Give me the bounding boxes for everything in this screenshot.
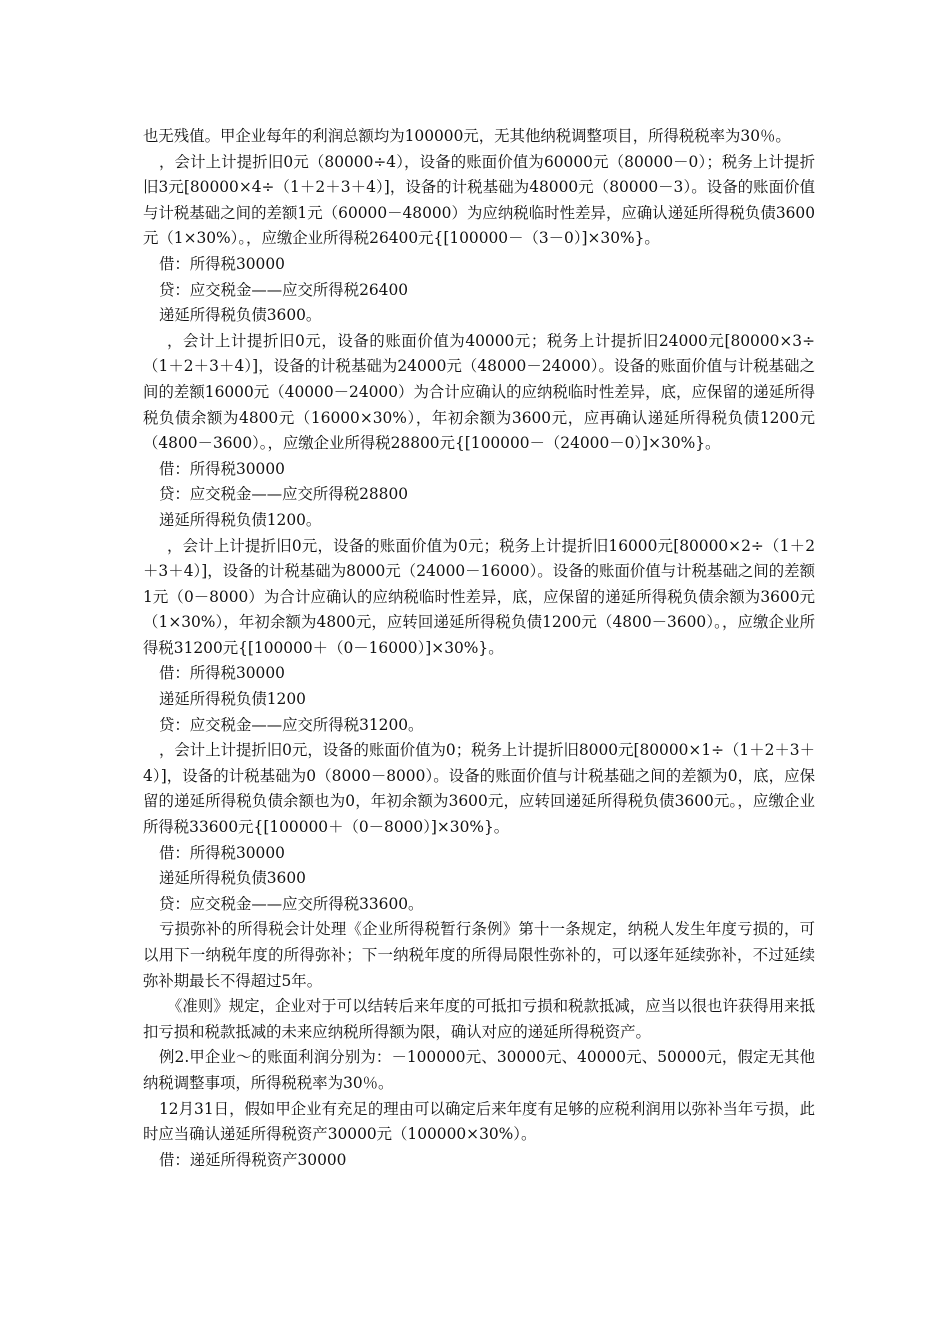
journal-entry-debit: 借：所得税30000 <box>159 843 285 862</box>
journal-entry-debit: 借：所得税30000 <box>159 254 285 273</box>
paragraph: 亏损弥补的所得税会计处理《企业所得税暂行条例》第十一条规定，纳税人发生年度亏损的，可以用下一纳税年度的所得弥补；下一纳税年度的所得局限性弥补的，可以逐年延续弥补，不过延续弥补期最长不得超过5年。 <box>143 920 815 990</box>
journal-entry-debit: 借：所得税30000 <box>159 459 285 478</box>
journal-entry-credit: 贷：应交税金——应交所得税28800 <box>159 485 409 504</box>
journal-entry-line: 递延所得税负债1200 <box>159 690 306 709</box>
paragraph: 也无残值。甲企业每年的利润总额均为100000元，无其他纳税调整项目，所得税税率为30％。 <box>143 127 791 145</box>
journal-entry-line: 递延所得税负债1200。 <box>159 510 322 529</box>
document-page <box>143 124 815 1173</box>
journal-entry-credit: 贷：应交税金——应交所得税33600。 <box>159 894 424 913</box>
journal-entry-line: 递延所得税负债3600 <box>159 869 306 888</box>
journal-entry-credit: 贷：应交税金——应交所得税31200。 <box>159 715 424 734</box>
journal-entry-line: 递延所得税负债3600。 <box>159 306 322 325</box>
paragraph: ，会计上计提折旧0元，设备的账面价值为40000元；税务上计提折旧24000元[80000×3÷（1＋2＋3＋4）]，设备的计税基础为24000元（48000－24000）。设备的账面价值与计税基础之间的差额16000元（40000－24000）为合计应确认的应纳税临时性差异，底，应保留的递延所得税负债余额为4800元（16000×30%），年初余额为3600元，应再确认递延所得税负债1200元（4800－3600）。，应缴企业所得税28800元{[100000－（24000－0）]×30%}。 <box>143 331 815 453</box>
journal-entry-debit: 借：所得税30000 <box>159 664 285 683</box>
paragraph: 《准则》规定，企业对于可以结转后来年度的可抵扣亏损和税款抵减，应当以很也许获得用来抵扣亏损和税款抵减的未来应纳税所得额为限，确认对应的递延所得税资产。 <box>143 997 815 1041</box>
paragraph: ，会计上计提折旧0元（80000÷4），设备的账面价值为60000元（80000－0）；税务上计提折旧3元[80000×4÷（1＋2＋3＋4）]，设备的计税基础为48000元（80000－3）。设备的账面价值与计税基础之间的差额1元（60000－48000）为应纳税临时性差异，应确认递延所得税负债3600元（1×30%）。，应缴企业所得税26400元{[100000－（3－0）]×30%}。 <box>143 152 815 248</box>
journal-entry-debit: 借：递延所得税资产30000 <box>159 1150 347 1169</box>
paragraph: ，会计上计提折旧0元，设备的账面价值为0元；税务上计提折旧16000元[80000×2÷（1＋2＋3＋4）]，设备的计税基础为8000元（24000－16000）。设备的账面价值与计税基础之间的差额1元（0－8000）为合计应确认的应纳税临时性差异，底，应保留的递延所得税负债余额为3600元（1×30%），年初余额为4800元，应转回递延所得税负债1200元（4800－3600）。，应缴企业所得税31200元{[100000＋（0－16000）]×30%}。 <box>143 536 815 657</box>
paragraph: 例2.甲企业～的账面利润分别为：－100000元、30000元、40000元、50000元，假定无其他纳税调整事项，所得税税率为30％。 <box>143 1048 815 1092</box>
journal-entry-credit: 贷：应交税金——应交所得税26400 <box>159 280 409 299</box>
paragraph: ，会计上计提折旧0元，设备的账面价值为0；税务上计提折旧8000元[80000×1÷（1＋2＋3＋4）]，设备的计税基础为0（8000－8000）。设备的账面价值与计税基础之间的差额为0，底，应保留的递延所得税负债余额也为0，年初余额为3600元，应转回递延所得税负债3600元。，应缴企业所得税33600元{[100000＋（0－8000）]×30%}。 <box>143 741 815 837</box>
paragraph: 12月31日，假如甲企业有充足的理由可以确定后来年度有足够的应税利润用以弥补当年亏损，此时应当确认递延所得税资产30000元（100000×30%）。 <box>143 1099 815 1144</box>
